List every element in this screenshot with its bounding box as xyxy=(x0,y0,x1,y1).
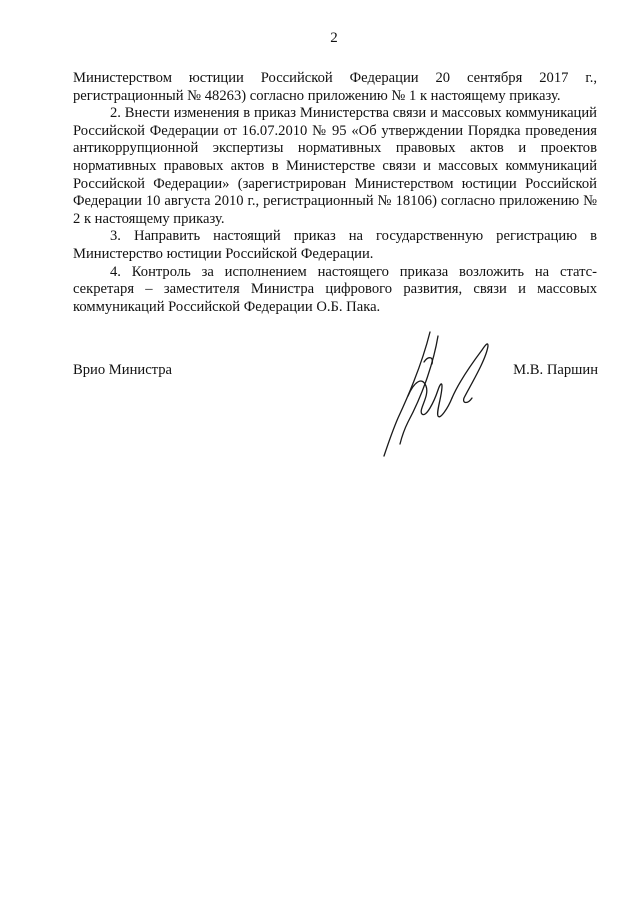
paragraph-continuation: Министерством юстиции Российской Федерации 20 сентября 2017 г., регистрационный № 48263) согласно приложению № 1 к настоящему приказу. xyxy=(73,70,597,104)
paragraph-item-3: 3. Направить настоящий приказ на государственную регистрацию в Министерство юстиции Российской Федерации. xyxy=(73,228,597,262)
signatory-title: Врио Министра xyxy=(73,362,172,378)
document-body xyxy=(73,70,597,316)
signatory-name: М.В. Паршин xyxy=(513,362,598,378)
paragraph-item-4: 4. Контроль за исполнением настоящего приказа возложить на статс-секретаря – заместителя Министра цифрового развития, связи и массовых коммуникаций Российской Федерации О.Б. Пака. xyxy=(73,263,597,315)
paragraph-item-2: 2. Внести изменения в приказ Министерства связи и массовых коммуникаций Российской Федерации от 16.07.2010 № 95 «Об утверждении Порядка проведения антикоррупционной экспертизы нормативных правовых актов и проектов нормативных правовых актов в Министерстве связи и массовых коммуникаций Российской Федерации» (зарегистрирован Министерством юстиции Российской Федерации 10 августа 2010 г., регистрационный № 18106) согласно приложению № 2 к настоящему приказу. xyxy=(73,105,597,227)
page-number: 2 xyxy=(330,30,338,46)
handwritten-signature xyxy=(378,326,498,458)
